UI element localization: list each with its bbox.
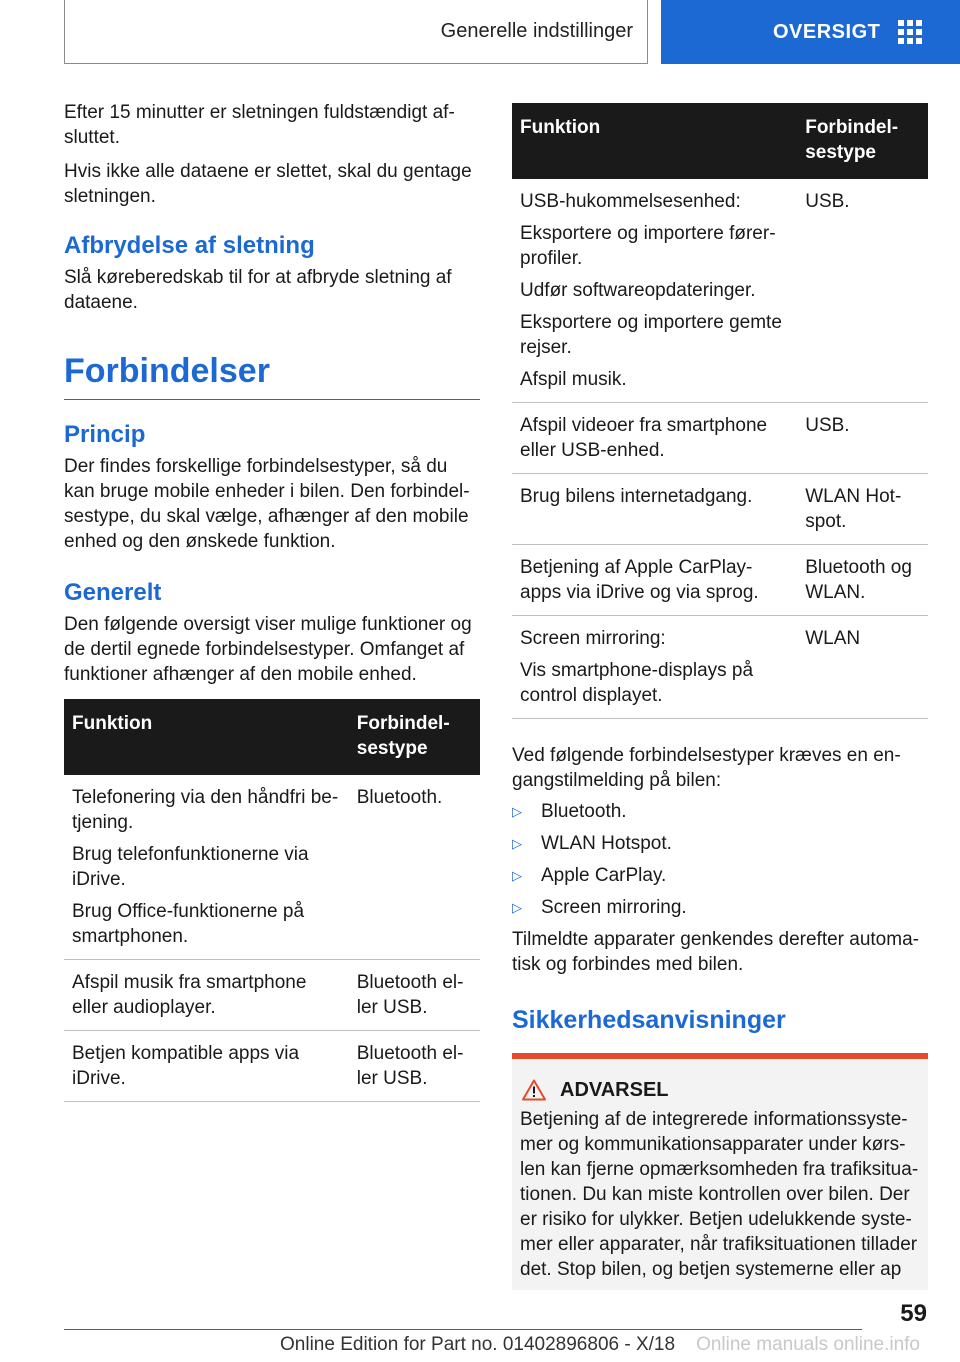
overview-label: OVERSIGT [773,20,881,43]
edition-text: Online Edition for Part no. 01402896806 - X/18 [280,1334,676,1355]
connections-heading: Forbindelser [64,352,270,390]
triangle-bullet-icon: ▷ [512,836,522,851]
section-tab-label: Generelle indstillinger [440,20,633,42]
function-text: Brug telefonfunktionerne via iDrive. [72,844,309,890]
connections-table-right [512,103,928,719]
function-text: Eksportere og importere gemte rejser. [520,312,782,358]
function-text: Screen mirroring: [520,628,666,649]
table-row [64,1031,480,1102]
triangle-bullet-icon: ▷ [512,804,522,819]
table-row [512,474,928,545]
connection-type: Bluetooth. [349,775,480,960]
intro-paragraph-1: Efter 15 minutter er sletningen fuldstændigt afsluttet. [64,102,455,148]
connection-type: Bluetooth eller USB. [349,1031,480,1102]
col-header-function: Funktion [512,103,797,179]
function-text: Betjen kompatible apps via iDrive. [72,1043,300,1089]
general-text: Den følgende oversigt viser mulige funktioner og de dertil egnede forbindelsestyper. Omfanget af funktioner afhænger af den mobile enhed. [64,614,472,685]
abort-text: Slå køreberedskab til for at afbryde sletning af dataene. [64,267,452,313]
function-text: USB-hukommelsesenhed: [520,191,741,212]
col-header-type: Forbindelsestype [797,103,928,179]
function-text: Brug Office-funktionerne på smartphonen. [72,901,305,947]
table-row [512,616,928,719]
connections-table-left [64,699,480,1102]
table-row [512,545,928,616]
warning-triangle-icon [522,1079,546,1101]
list-item: ▷ Screen mirroring. [512,897,687,918]
safety-heading: Sikkerhedsanvisninger [512,1006,786,1034]
abort-heading: Afbrydelse af sletning [64,232,315,259]
function-text: Afspil musik. [520,369,627,390]
right-column [512,103,928,1290]
principle-heading: Princip [64,421,146,448]
function-text: Afspil videoer fra smartphone eller USB-enhed. [520,415,768,461]
connections-heading-block [64,351,480,400]
connection-type: WLAN Hotspot. [797,474,928,545]
function-text: Brug bilens internetadgang. [520,486,753,507]
function-text: Afspil musik fra smartphone eller audioplayer. [72,972,307,1018]
triangle-bullet-icon: ▷ [512,868,522,883]
warning-title: ADVARSEL [560,1079,669,1101]
warning-title-row [520,1077,920,1103]
principle-text: Der findes forskellige forbindelsestyper, så du kan bruge mobile enheder i bilen. Den forbindelsestype, du skal vælge, afhænger af den mobile enhed og den ønskede funktion. [64,456,470,552]
general-heading: Generelt [64,579,162,606]
section-tab[interactable] [64,0,648,64]
table-row [64,960,480,1031]
function-text: Telefonering via den håndfri betjening. [72,787,339,833]
grid-icon [898,20,922,44]
function-text: Vis smartphone-displays på control displayet. [520,660,754,706]
login-text: Ved følgende forbindelsestyper kræves en engangstilmelding på bilen: [512,745,901,791]
warning-text: Betjening af de integrerede informationssystemer og kommunikationsapparater under kørslen kan fjerne opmærksomheden fra trafiksituationen. Du kan miste kontrollen over bilen. Der er risiko for ulykker. Betjen udelukkende systemer eller apparater, når trafiksituationen tillader det. Stop bilen, og betjen systemerne eller ap [520,1109,919,1280]
table-row [512,403,928,474]
table-row [64,775,480,960]
col-header-function: Funktion [64,699,349,775]
connection-type: USB. [797,403,928,474]
watermark: Online manuals online.info [696,1334,920,1355]
list-item: ▷ WLAN Hotspot. [512,833,672,854]
list-item: ▷ Bluetooth. [512,801,627,822]
after-text: Tilmeldte apparater genkendes derefter automatisk og forbindes med bilen. [512,929,919,975]
connection-type: USB. [797,179,928,403]
triangle-bullet-icon: ▷ [512,900,522,915]
footer-rule [64,1329,862,1330]
overview-button[interactable] [661,0,960,64]
connection-type: Bluetooth og WLAN. [797,545,928,616]
function-text: Udfør softwareopdateringer. [520,280,756,301]
connection-type-list [512,799,928,920]
connection-type: Bluetooth eller USB. [349,960,480,1031]
function-text: Betjening af Apple CarPlay-apps via iDrive og via sprog. [520,557,759,603]
warning-box [512,1053,928,1290]
intro-paragraph-2: Hvis ikke alle dataene er slettet, skal du gentage sletningen. [64,161,472,207]
connection-type: WLAN [797,616,928,719]
table-row [512,179,928,403]
page-number: 59 [900,1300,927,1327]
left-column [64,100,480,1102]
col-header-type: Forbindelsestype [349,699,480,775]
function-text: Eksportere og importere førerprofiler. [520,223,776,269]
list-item: ▷ Apple CarPlay. [512,865,667,886]
